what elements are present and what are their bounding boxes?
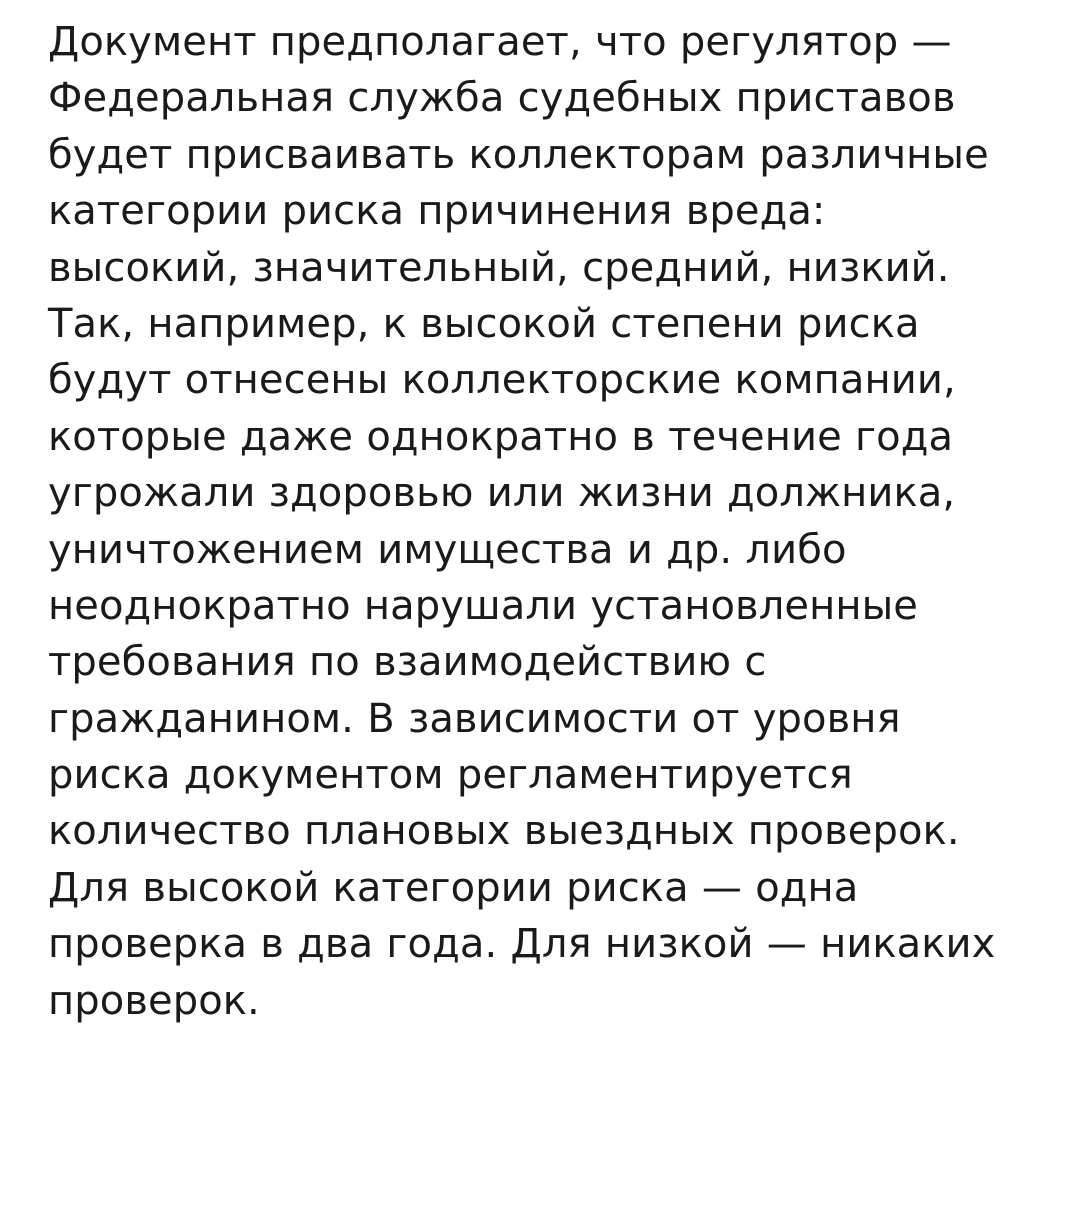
article-body [48,14,1020,1029]
paragraph: Документ предполагает, что регулятор — Федеральная служба судебных приставов будет присваивать коллекторам различные категории риска причинения вреда: высокий, значительный, средний, низкий. Так, например, к высокой степени риска будут отнесены коллекторские компании, которые даже однократно в течение года угрожали здоровью или жизни должника, уничтожением имущества и др. либо неоднократно нарушали установленные требования по взаимодействию с гражданином. В зависимости от уровня риска документом регламентируется количество плановых выездных проверок. Для высокой категории риска — одна проверка в два года. Для низкой — никаких проверок. [48,19,996,1024]
